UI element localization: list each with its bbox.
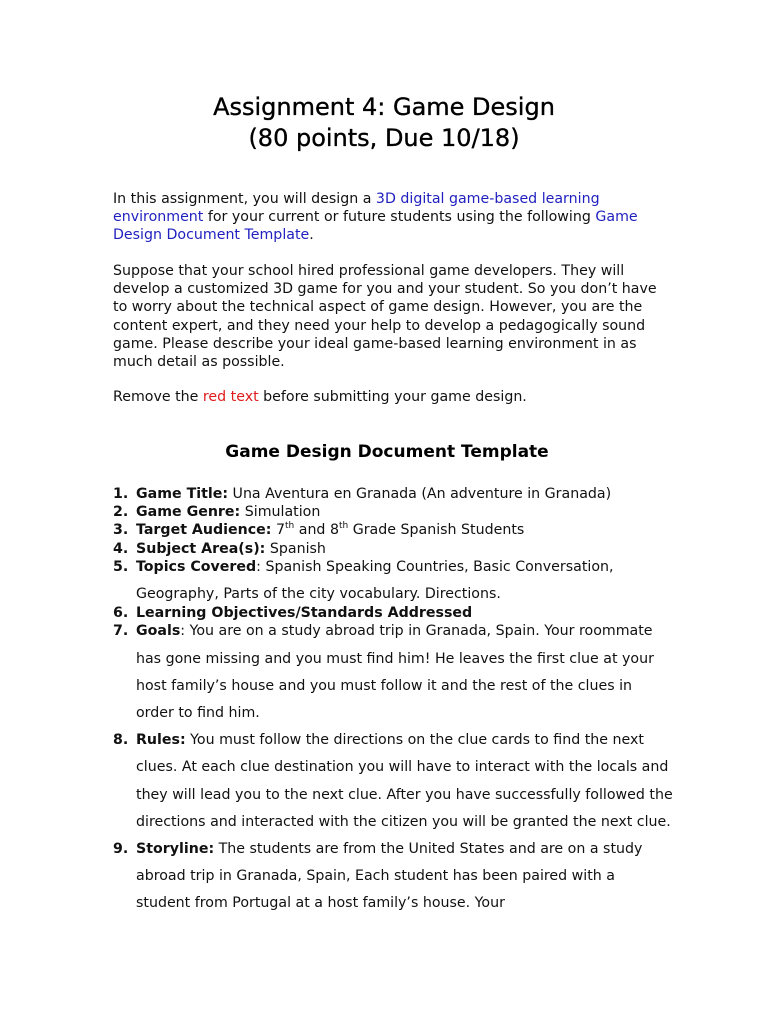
assignment-subtitle: (80 points, Due 10/18): [248, 124, 520, 152]
template-link[interactable]: Game Design Document Template: [113, 209, 638, 244]
instructions-text-1: Remove the: [113, 389, 203, 405]
instructions-paragraph: [113, 388, 673, 406]
item-text: : Spanish Speaking Countries, Basic Conversation, Geography, Parts of the city vocabulary. Directions.: [136, 558, 614, 603]
list-item: [113, 485, 673, 503]
item-label: Storyline:: [136, 841, 215, 858]
intro-paragraph: [113, 190, 673, 245]
item-number: 2.: [113, 504, 129, 521]
list-item: [113, 836, 673, 918]
item-text: You must follow the directions on the clue cards to find the next clues. At each clue destination you will have to interact with the locals and they will lead you to the next clue. After you have successfully followed the directions and interacted with the citizen you will be granted the next clue.: [136, 732, 673, 830]
item-label: Topics Covered: [136, 558, 257, 575]
item-label: Rules:: [136, 732, 186, 749]
list-item: [113, 618, 673, 727]
item-number: 5.: [113, 558, 129, 575]
item-number: 4.: [113, 540, 129, 557]
list-item: [113, 521, 673, 539]
item-label: Game Title:: [136, 486, 229, 502]
item-text: 7: [271, 522, 285, 539]
item-text: Simulation: [240, 504, 321, 521]
item-text: Una Aventura en Granada (An adventure in Granada): [228, 486, 612, 502]
item-number: 8.: [113, 732, 129, 749]
intro-text-2: for your current or future students using the following: [203, 209, 596, 226]
item-text: and 8: [294, 522, 339, 539]
list-item: [113, 554, 673, 608]
superscript: th: [285, 521, 295, 532]
intro-text-1: In this assignment, you will design a: [113, 191, 376, 207]
template-heading: Game Design Document Template: [225, 442, 549, 462]
item-text: : You are on a study abroad trip in Granada, Spain. Your roommate has gone missing and you must find him! He leaves the first clue at your host family’s house and you must follow it and the rest of the clues in order to find him.: [136, 623, 654, 722]
scenario-paragraph: Suppose that your school hired professional game developers. They will develop a customized 3D game for you and your student. So you don’t have to worry about the technical aspect of game design. However, you are the content expert, and they need your help to develop a pedagogically sound game. Please describe your ideal game-based learning environment in as much detail as possible.: [113, 263, 657, 371]
superscript: th: [338, 521, 349, 532]
item-text: The students are from the United States and are on a study abroad trip in Granada, Spain, Each student has been paired with a student from Portugal at a host family’s house. Your: [136, 841, 643, 912]
item-label: Game Genre:: [136, 504, 241, 521]
item-number: 3.: [113, 522, 129, 539]
game-environment-link[interactable]: 3D digital game-based learning environment: [113, 191, 600, 226]
item-text: Grade Spanish Students: [348, 522, 525, 539]
instructions-text-2: before submitting your game design.: [258, 389, 527, 405]
item-label: Target Audience:: [136, 522, 272, 539]
item-label: Subject Area(s):: [136, 540, 266, 557]
assignment-title: Assignment 4: Game Design: [213, 93, 555, 121]
item-label: Goals: [136, 623, 181, 640]
item-number: 9.: [113, 841, 129, 858]
item-number: 7.: [113, 623, 129, 640]
red-text-note: red text: [202, 389, 259, 405]
item-number: 6.: [113, 605, 129, 622]
item-text: Spanish: [265, 540, 326, 557]
list-item: [113, 503, 673, 521]
list-item: [113, 727, 673, 836]
item-number: 1.: [113, 486, 129, 502]
item-label: Learning Objectives/Standards Addressed: [136, 605, 473, 622]
template-list: [113, 485, 673, 918]
intro-text-3: .: [309, 227, 314, 244]
